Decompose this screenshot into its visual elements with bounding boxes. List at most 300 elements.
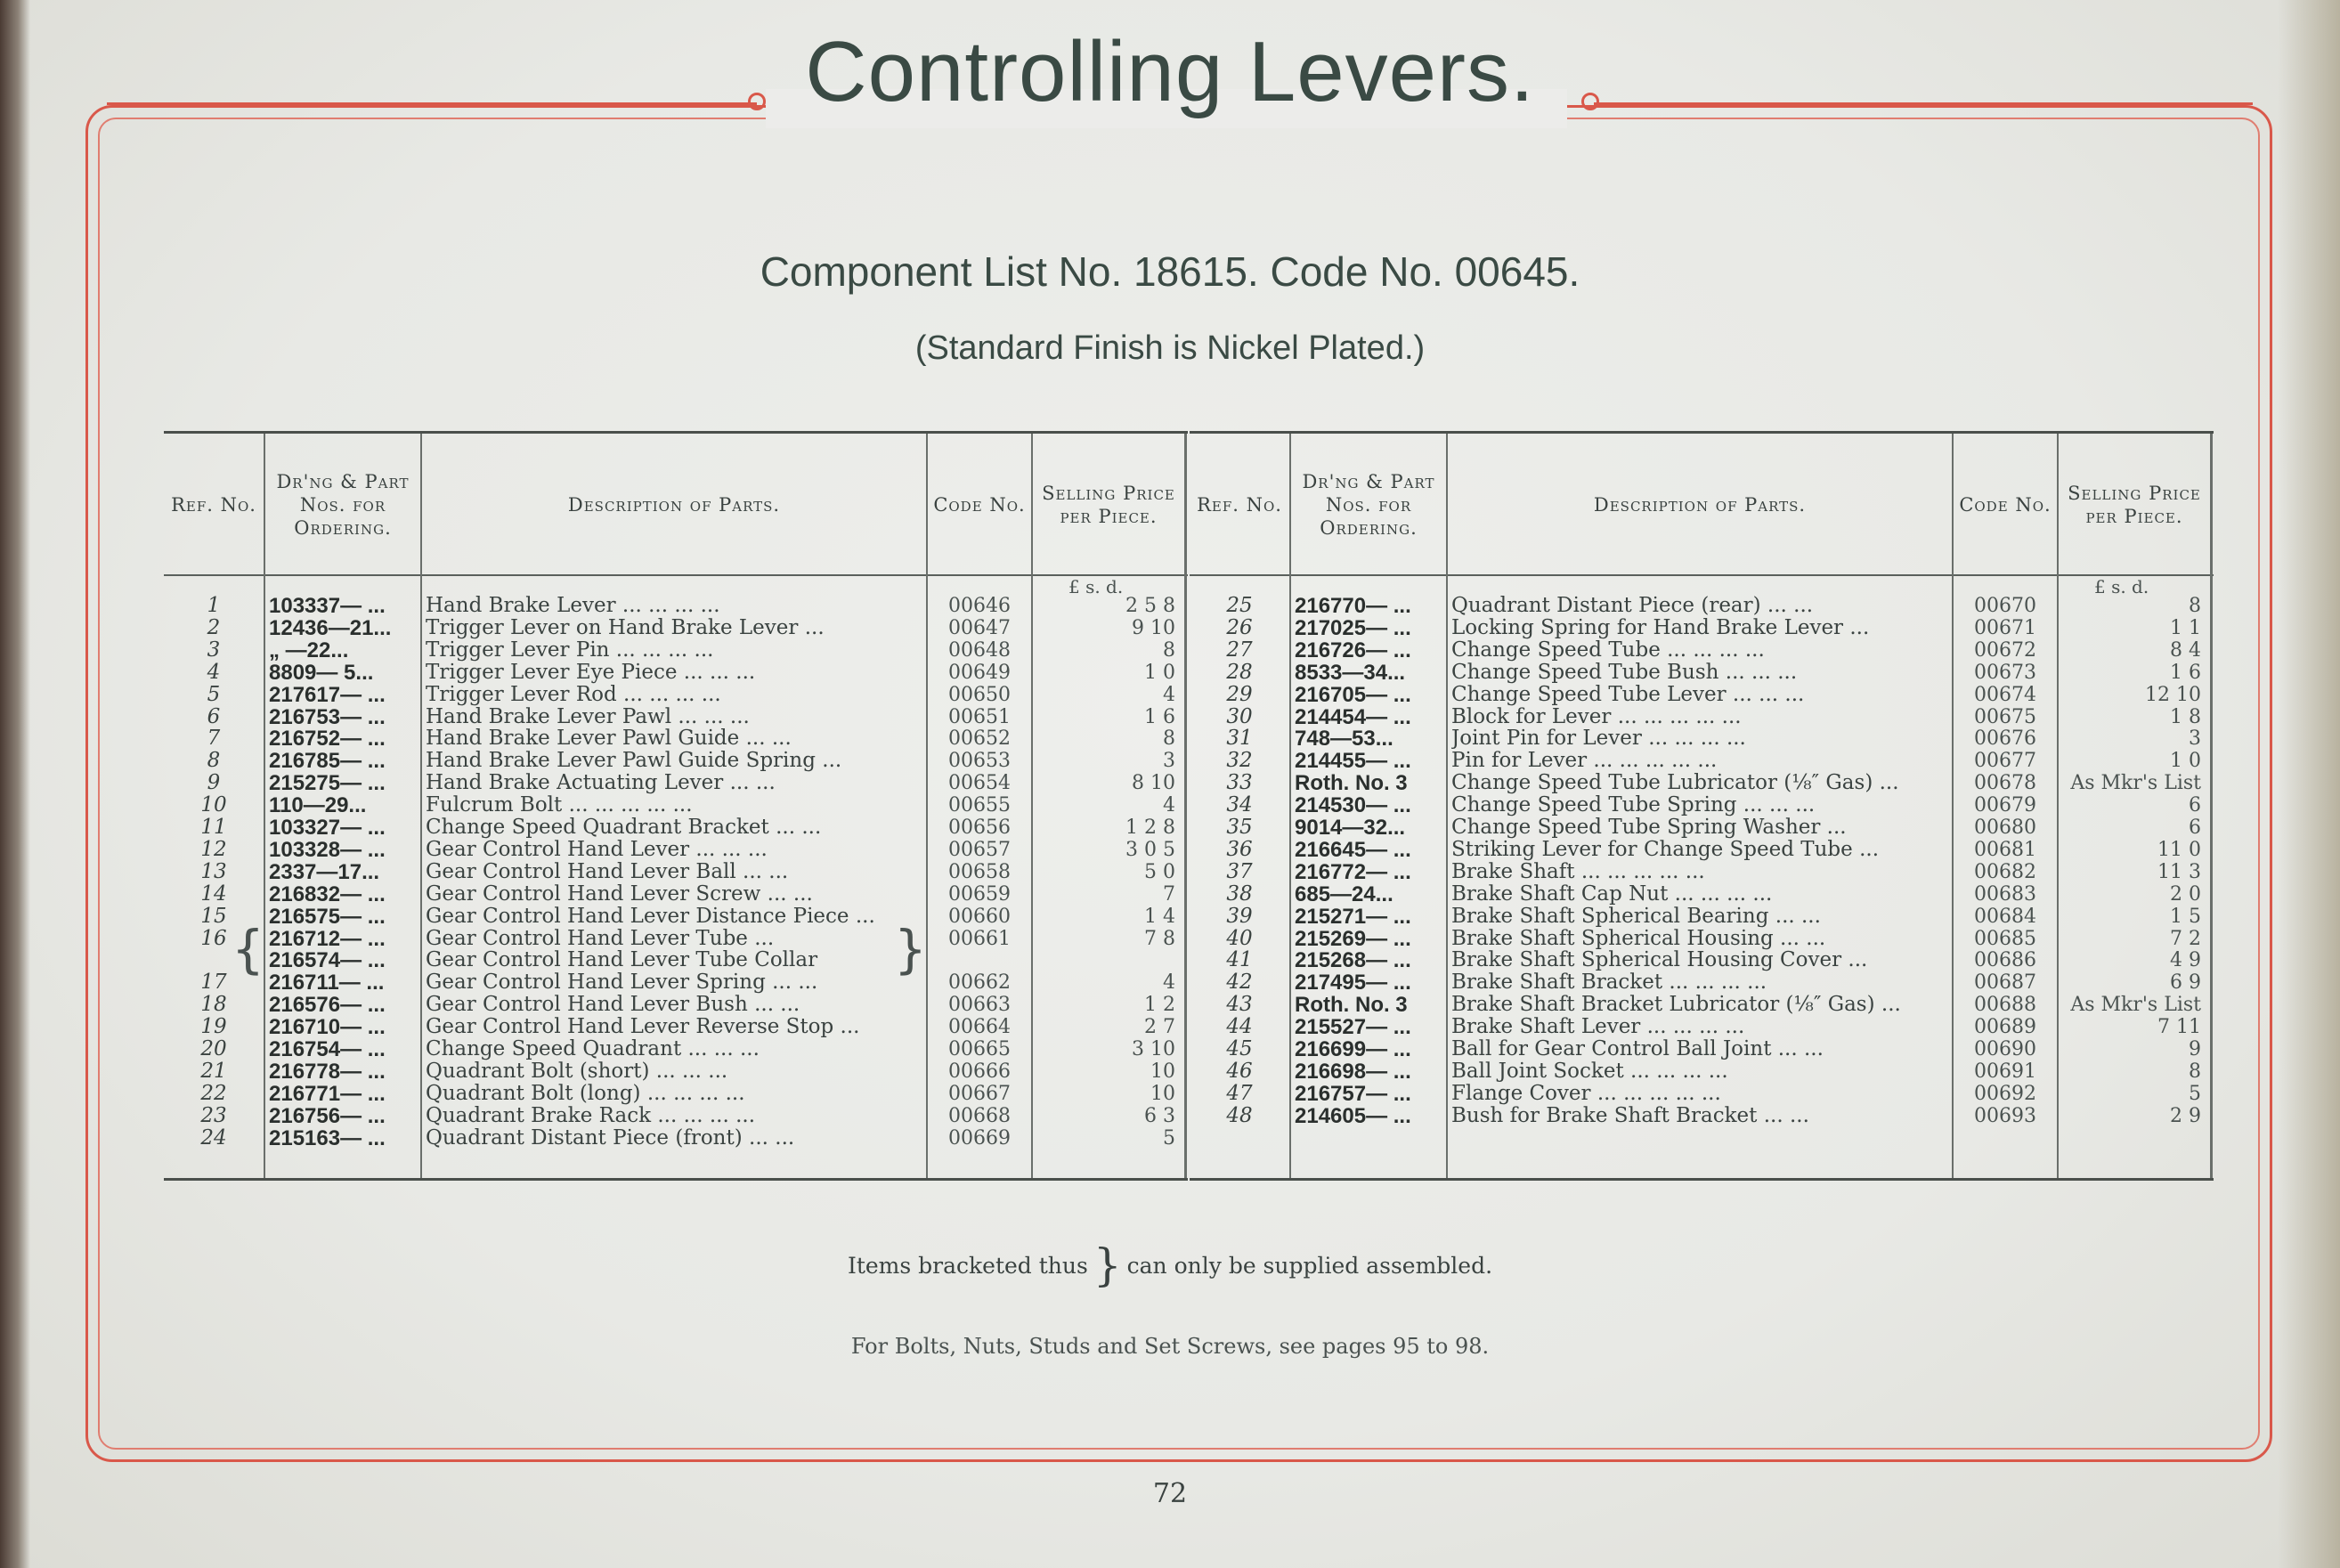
code-number: 00676: [1974, 727, 2036, 751]
ref-number: 36: [1226, 838, 1253, 861]
finish-subheading: (Standard Finish is Nickel Plated.): [914, 329, 1426, 367]
ref-number: 46: [1226, 1060, 1253, 1083]
ref-number: 32: [1226, 750, 1253, 773]
part-number: 216756— ...: [269, 1104, 386, 1127]
header-code: Code No.: [933, 494, 1026, 516]
table-row: [164, 750, 1184, 772]
selling-price: 1 6: [2170, 661, 2201, 684]
table-row: [1190, 994, 2210, 1016]
ref-number: 40: [1226, 927, 1253, 950]
selling-price: 3 10: [1132, 1038, 1175, 1060]
ref-number: 15: [200, 905, 227, 928]
table-row: [1190, 883, 2210, 906]
code-number: 00650: [948, 683, 1011, 706]
part-description: Quadrant Distant Piece (front) ... ...: [426, 1126, 795, 1150]
part-number: 216754— ...: [269, 1038, 386, 1060]
part-number: 216645— ...: [1295, 838, 1411, 861]
table-row: [1190, 617, 2210, 639]
code-number: 00693: [1974, 1104, 2036, 1127]
table-row: [1190, 839, 2210, 861]
part-description: Block for Lever ... ... ... ... ...: [1451, 705, 1742, 728]
part-number: 9014—32...: [1295, 816, 1406, 839]
ref-number: 6: [207, 705, 221, 728]
code-number: 00666: [948, 1060, 1011, 1083]
selling-price: 6: [2189, 794, 2201, 817]
table-row: [164, 1083, 1184, 1105]
table-row: [1190, 772, 2210, 794]
part-description: Brake Shaft Spherical Bearing ... ...: [1451, 905, 1821, 928]
table-row: [164, 816, 1184, 839]
ref-number: 11: [200, 816, 227, 839]
selling-price: 1 4: [1144, 905, 1175, 928]
part-description: Brake Shaft Bracket ... ... ... ...: [1451, 971, 1767, 995]
lsd-units: £ s. d.: [1068, 576, 1124, 597]
ref-number: 38: [1226, 882, 1253, 906]
selling-price: 10: [1150, 1082, 1175, 1105]
selling-price: 1 2 8: [1125, 816, 1175, 839]
column-rule: [1184, 434, 1187, 1178]
code-number: 00672: [1974, 638, 2036, 662]
code-number: 00673: [1974, 661, 2036, 684]
part-description: Brake Shaft Cap Nut ... ... ... ...: [1451, 882, 1773, 906]
part-number: 12436—21...: [269, 616, 392, 639]
table-row: [1190, 706, 2210, 728]
part-number: 215271— ...: [1295, 905, 1411, 928]
ref-number: 39: [1226, 905, 1253, 928]
part-number: 217495— ...: [1295, 971, 1411, 995]
header-rule: [164, 574, 1188, 576]
table-row: [1190, 727, 2210, 750]
selling-price: 4: [1163, 683, 1175, 706]
selling-price: As Mkr's List: [2070, 994, 2201, 1017]
table-row: [164, 684, 1184, 706]
part-description: Gear Control Hand Lever Tube ...: [426, 927, 775, 950]
table-row: [164, 595, 1184, 617]
part-number: 8809— 5...: [269, 661, 374, 684]
header-ref: Ref. No.: [171, 494, 256, 516]
lsd-units: £ s. d.: [2094, 576, 2149, 597]
ref-number: 47: [1226, 1082, 1253, 1105]
ref-number: 28: [1226, 661, 1253, 684]
header-description: Description of Parts.: [1593, 494, 1807, 516]
part-description: Gear Control Hand Lever Distance Piece ...: [426, 905, 875, 928]
part-number: 216753— ...: [269, 705, 386, 728]
bracket-note: [0, 1239, 2340, 1291]
selling-price: 1 0: [2170, 750, 2201, 773]
ref-number: 27: [1226, 638, 1253, 662]
selling-price: 1 2: [1144, 994, 1175, 1017]
selling-price: 1 1: [2170, 616, 2201, 639]
ref-number: 37: [1226, 860, 1253, 883]
code-number: 00671: [1974, 616, 2036, 639]
part-number: 216575— ...: [269, 905, 386, 928]
code-number: 00687: [1974, 971, 2036, 995]
selling-price: 1 0: [1144, 661, 1175, 684]
part-description: Bush for Brake Shaft Bracket ... ...: [1451, 1104, 1809, 1127]
code-number: 00661: [948, 927, 1011, 950]
table-row: [1190, 1060, 2210, 1083]
selling-price: 12 10: [2145, 683, 2201, 706]
ref-number: 33: [1226, 772, 1253, 795]
code-number: 00662: [948, 971, 1011, 995]
part-number: 216574— ...: [269, 949, 386, 972]
part-number: 216770— ...: [1295, 595, 1411, 617]
part-number: Roth. No. 3: [1295, 994, 1408, 1017]
part-description: Brake Shaft Spherical Housing ... ...: [1451, 927, 1826, 950]
code-number: 00674: [1974, 683, 2036, 706]
page-title: Controlling Levers.: [805, 24, 1535, 119]
part-description: Quadrant Brake Rack ... ... ... ...: [426, 1104, 755, 1127]
table-row: [164, 662, 1184, 684]
ref-number: 45: [1226, 1038, 1253, 1060]
code-number: 00675: [1974, 705, 2036, 728]
table-row: [164, 861, 1184, 883]
part-description: Quadrant Bolt (short) ... ... ...: [426, 1060, 728, 1083]
ref-number: 31: [1226, 727, 1253, 751]
part-description: Quadrant Bolt (long) ... ... ... ...: [426, 1082, 745, 1105]
table-row: [164, 971, 1184, 994]
ref-number: 13: [200, 860, 227, 883]
part-number: Roth. No. 3: [1295, 772, 1408, 795]
ref-number: 42: [1226, 971, 1253, 995]
part-number: 216785— ...: [269, 750, 386, 773]
code-number: 00677: [1974, 750, 2036, 773]
code-number: 00651: [948, 705, 1011, 728]
table-row: [1190, 662, 2210, 684]
code-number: 00660: [948, 905, 1011, 928]
selling-price: 1 8: [2170, 705, 2201, 728]
code-number: 00649: [948, 661, 1011, 684]
header-ref: Ref. No.: [1197, 494, 1282, 516]
code-number: 00653: [948, 750, 1011, 773]
selling-price: 8 10: [1132, 772, 1175, 795]
part-description: Hand Brake Actuating Lever ... ...: [426, 772, 776, 795]
part-number: 216576— ...: [269, 994, 386, 1017]
part-description: Joint Pin for Lever ... ... ... ...: [1451, 727, 1746, 751]
selling-price: 2 7: [1144, 1016, 1175, 1039]
part-description: Striking Lever for Change Speed Tube ...: [1451, 838, 1880, 861]
table-row: [1190, 906, 2210, 928]
table-row: [1190, 1038, 2210, 1060]
selling-price: 7: [1163, 882, 1175, 906]
selling-price: 3 0 5: [1125, 838, 1175, 861]
table-row: [1190, 595, 2210, 617]
page-number: 72: [1152, 1478, 1188, 1509]
selling-price: 2 5 8: [1125, 595, 1175, 617]
ref-number: 7: [207, 727, 221, 751]
part-number: 216711— ...: [269, 971, 385, 995]
selling-price: 1 5: [2170, 905, 2201, 928]
part-description: Brake Shaft ... ... ... ... ...: [1451, 860, 1705, 883]
selling-price: 5: [1163, 1126, 1175, 1150]
ref-number: 30: [1226, 705, 1253, 728]
part-number: 216712— ...: [269, 927, 386, 950]
parts-table-right: [1190, 431, 2214, 1181]
ref-number: 22: [200, 1082, 227, 1105]
table-row: [1190, 750, 2210, 772]
part-number: 748—53...: [1295, 727, 1393, 751]
part-description: Gear Control Hand Lever Screw ... ...: [426, 882, 813, 906]
selling-price: 8: [2189, 1060, 2201, 1083]
part-description: Gear Control Hand Lever Bush ... ...: [426, 994, 800, 1017]
table-row: [1190, 861, 2210, 883]
header-description: Description of Parts.: [567, 494, 781, 516]
part-description: Change Speed Tube Spring Washer ...: [1451, 816, 1847, 839]
code-number: 00656: [948, 816, 1011, 839]
code-number: 00648: [948, 638, 1011, 662]
part-description: Hand Brake Lever Pawl Guide ... ...: [426, 727, 792, 751]
ref-number: 8: [207, 750, 221, 773]
ref-number: 26: [1226, 616, 1253, 639]
code-number: 00657: [948, 838, 1011, 861]
table-row: [164, 772, 1184, 794]
part-number: 2337—17...: [269, 860, 380, 883]
ref-number: 18: [200, 994, 227, 1017]
ref-number: 19: [200, 1016, 227, 1039]
part-description: Change Speed Tube Lever ... ... ...: [1451, 683, 1805, 706]
table-row: [1190, 1105, 2210, 1127]
table-row: [164, 1060, 1184, 1083]
table-row: [164, 727, 1184, 750]
selling-price: 9: [2189, 1038, 2201, 1060]
part-number: 216705— ...: [1295, 683, 1411, 706]
selling-price: 3: [2189, 727, 2201, 751]
part-number: 215527— ...: [1295, 1016, 1411, 1039]
selling-price: 6: [2189, 816, 2201, 839]
selling-price: 9 10: [1132, 616, 1175, 639]
part-description: Change Speed Tube Spring ... ... ...: [1451, 794, 1816, 817]
code-number: 00658: [948, 860, 1011, 883]
code-number: 00663: [948, 994, 1011, 1017]
part-number: 216832— ...: [269, 882, 386, 906]
code-number: 00692: [1974, 1082, 2036, 1105]
code-number: 00679: [1974, 794, 2036, 817]
table-row: [164, 883, 1184, 906]
part-description: Change Speed Tube ... ... ... ...: [1451, 638, 1765, 662]
ref-number: 41: [1226, 949, 1253, 972]
selling-price: 10: [1150, 1060, 1175, 1083]
part-description: Brake Shaft Bracket Lubricator (⅛″ Gas) ...: [1451, 994, 1901, 1017]
ref-number: 12: [200, 838, 227, 861]
table-row: [164, 949, 1184, 971]
table-row: [164, 706, 1184, 728]
table-row: [1190, 928, 2210, 950]
code-number: 00664: [948, 1016, 1011, 1039]
part-number: 216771— ...: [269, 1082, 386, 1105]
part-description: Ball Joint Socket ... ... ... ...: [1451, 1060, 1728, 1083]
part-description: Change Speed Quadrant Bracket ... ...: [426, 816, 822, 839]
code-number: 00681: [1974, 838, 2036, 861]
selling-price: 5 0: [1144, 860, 1175, 883]
ref-number: 24: [200, 1126, 227, 1150]
part-description: Gear Control Hand Lever Spring ... ...: [426, 971, 818, 995]
selling-price: 4: [1163, 794, 1175, 817]
part-description: Fulcrum Bolt ... ... ... ... ...: [426, 794, 693, 817]
part-number: 214530— ...: [1295, 794, 1411, 817]
ref-number: 10: [200, 794, 227, 817]
ref-number: 43: [1226, 994, 1253, 1017]
code-number: 00686: [1974, 949, 2036, 972]
part-description: Ball for Gear Control Ball Joint ... ...: [1451, 1038, 1824, 1060]
part-number: 216757— ...: [1295, 1082, 1411, 1105]
part-number: 685—24...: [1295, 882, 1393, 906]
part-number: 103337— ...: [269, 595, 386, 617]
bolts-note: For Bolts, Nuts, Studs and Set Screws, see pages 95 to 98.: [850, 1334, 1490, 1359]
part-number: 103328— ...: [269, 838, 386, 861]
part-description: Trigger Lever Rod ... ... ... ...: [426, 683, 721, 706]
part-description: Change Speed Quadrant ... ... ...: [426, 1038, 760, 1060]
code-number: 00678: [1974, 772, 2036, 795]
part-number: 8533—34...: [1295, 661, 1406, 684]
bracket-symbol: }: [1093, 1239, 1122, 1291]
part-number: 216698— ...: [1295, 1060, 1411, 1083]
selling-price: 6 9: [2170, 971, 2201, 995]
code-number: 00668: [948, 1104, 1011, 1127]
ref-number: 44: [1226, 1016, 1253, 1039]
table-row: [164, 994, 1184, 1016]
part-description: Gear Control Hand Lever Tube Collar: [426, 949, 818, 972]
part-number: 217617— ...: [269, 683, 386, 706]
part-number: 216778— ...: [269, 1060, 386, 1083]
part-description: Brake Shaft Spherical Housing Cover ...: [1451, 949, 1868, 972]
selling-price: As Mkr's List: [2070, 772, 2201, 795]
part-description: Brake Shaft Lever ... ... ... ...: [1451, 1016, 1745, 1039]
header-part-nos: Dr'ng & Part Nos. for Ordering.: [1302, 471, 1435, 539]
header-price: Selling Price per Piece.: [2068, 483, 2201, 527]
selling-price: 3: [1163, 750, 1175, 773]
code-number: 00652: [948, 727, 1011, 751]
selling-price: 7 11: [2157, 1016, 2201, 1039]
part-description: Locking Spring for Hand Brake Lever ...: [1451, 616, 1870, 639]
part-number: „ —22...: [269, 638, 349, 662]
part-description: Trigger Lever on Hand Brake Lever ...: [426, 616, 825, 639]
part-number: 215268— ...: [1295, 949, 1411, 972]
selling-price: 8: [1163, 727, 1175, 751]
selling-price: 7 8: [1144, 927, 1175, 950]
code-number: 00690: [1974, 1038, 2036, 1060]
code-number: 00688: [1974, 994, 2036, 1017]
code-number: 00685: [1974, 927, 2036, 950]
ref-number: 23: [200, 1104, 227, 1127]
selling-price: 8 4: [2170, 638, 2201, 662]
ref-number: 16: [200, 927, 227, 950]
part-number: 217025— ...: [1295, 616, 1411, 639]
table-row: [164, 639, 1184, 662]
table-row: [164, 1016, 1184, 1038]
selling-price: 2 0: [2170, 882, 2201, 906]
part-description: Flange Cover ... ... ... ... ...: [1451, 1082, 1721, 1105]
header-price: Selling Price per Piece.: [1042, 483, 1175, 527]
part-number: 216710— ...: [269, 1016, 386, 1039]
selling-price: 11 3: [2157, 860, 2201, 883]
table-row: [1190, 794, 2210, 816]
bracket-note-before: Items bracketed thus: [847, 1253, 1088, 1279]
table-row: [164, 794, 1184, 816]
table-row: [1190, 639, 2210, 662]
table-row: [1190, 971, 2210, 994]
code-number: 00669: [948, 1126, 1011, 1150]
ref-number: 29: [1226, 683, 1253, 706]
header-part-nos: Dr'ng & Part Nos. for Ordering.: [276, 471, 410, 539]
part-description: Gear Control Hand Lever Ball ... ...: [426, 860, 789, 883]
assembly-brace-right: }: [894, 919, 927, 979]
selling-price: 8: [1163, 638, 1175, 662]
table-row: [1190, 816, 2210, 839]
code-number: 00691: [1974, 1060, 2036, 1083]
part-description: Trigger Lever Eye Piece ... ... ...: [426, 661, 756, 684]
selling-price: 6 3: [1144, 1104, 1175, 1127]
column-rule: [2210, 434, 2213, 1178]
ref-number: 34: [1226, 794, 1253, 817]
ref-number: 1: [207, 595, 221, 617]
ref-number: 35: [1226, 816, 1253, 839]
selling-price: 4 9: [2170, 949, 2201, 972]
selling-price: 7 2: [2170, 927, 2201, 950]
code-number: 00689: [1974, 1016, 2036, 1039]
component-list-heading: Component List No. 18615. Code No. 00645.: [760, 248, 1580, 295]
table-row: [164, 1105, 1184, 1127]
part-description: Quadrant Distant Piece (rear) ... ...: [1451, 595, 1814, 617]
table-row: [1190, 684, 2210, 706]
table-row: [164, 1038, 1184, 1060]
code-number: 00667: [948, 1082, 1011, 1105]
table-row: [164, 928, 1184, 950]
selling-price: 4: [1163, 971, 1175, 995]
assembly-brace-left: {: [232, 919, 264, 979]
code-number: 00683: [1974, 882, 2036, 906]
code-number: 00682: [1974, 860, 2036, 883]
selling-price: 1 6: [1144, 705, 1175, 728]
code-number: 00684: [1974, 905, 2036, 928]
part-description: Hand Brake Lever Pawl ... ... ...: [426, 705, 750, 728]
part-number: 214605— ...: [1295, 1104, 1411, 1127]
ref-number: 25: [1226, 595, 1253, 617]
code-number: 00647: [948, 616, 1011, 639]
part-description: Change Speed Tube Lubricator (⅛″ Gas) ...: [1451, 772, 1899, 795]
part-description: Hand Brake Lever Pawl Guide Spring ...: [426, 750, 842, 773]
part-number: 216772— ...: [1295, 860, 1411, 883]
code-number: 00646: [948, 595, 1011, 617]
part-number: 214454— ...: [1295, 705, 1411, 728]
code-number: 00680: [1974, 816, 2036, 839]
part-number: 214455— ...: [1295, 750, 1411, 773]
code-number: 00659: [948, 882, 1011, 906]
selling-price: 2 9: [2170, 1104, 2201, 1127]
table-row: [164, 1127, 1184, 1150]
code-number: 00670: [1974, 595, 2036, 617]
ref-number: 14: [200, 882, 227, 906]
part-number: 215163— ...: [269, 1126, 386, 1150]
bracket-note-after: can only be supplied assembled.: [1126, 1253, 1493, 1279]
parts-table-left: [164, 431, 1188, 1181]
ref-number: 9: [207, 772, 221, 795]
part-number: 216726— ...: [1295, 638, 1411, 662]
ref-number: 21: [200, 1060, 227, 1083]
selling-price: 5: [2189, 1082, 2201, 1105]
part-number: 216752— ...: [269, 727, 386, 751]
part-number: 216699— ...: [1295, 1038, 1411, 1060]
ref-number: 2: [207, 616, 221, 639]
table-row: [164, 617, 1184, 639]
part-description: Hand Brake Lever ... ... ... ...: [426, 595, 720, 617]
table-row: [1190, 949, 2210, 971]
header-rule: [1190, 574, 2214, 576]
ref-number: 20: [200, 1038, 227, 1060]
part-description: Change Speed Tube Bush ... ... ...: [1451, 661, 1798, 684]
part-description: Trigger Lever Pin ... ... ... ...: [426, 638, 714, 662]
code-number: 00655: [948, 794, 1011, 817]
ref-number: 5: [207, 683, 221, 706]
